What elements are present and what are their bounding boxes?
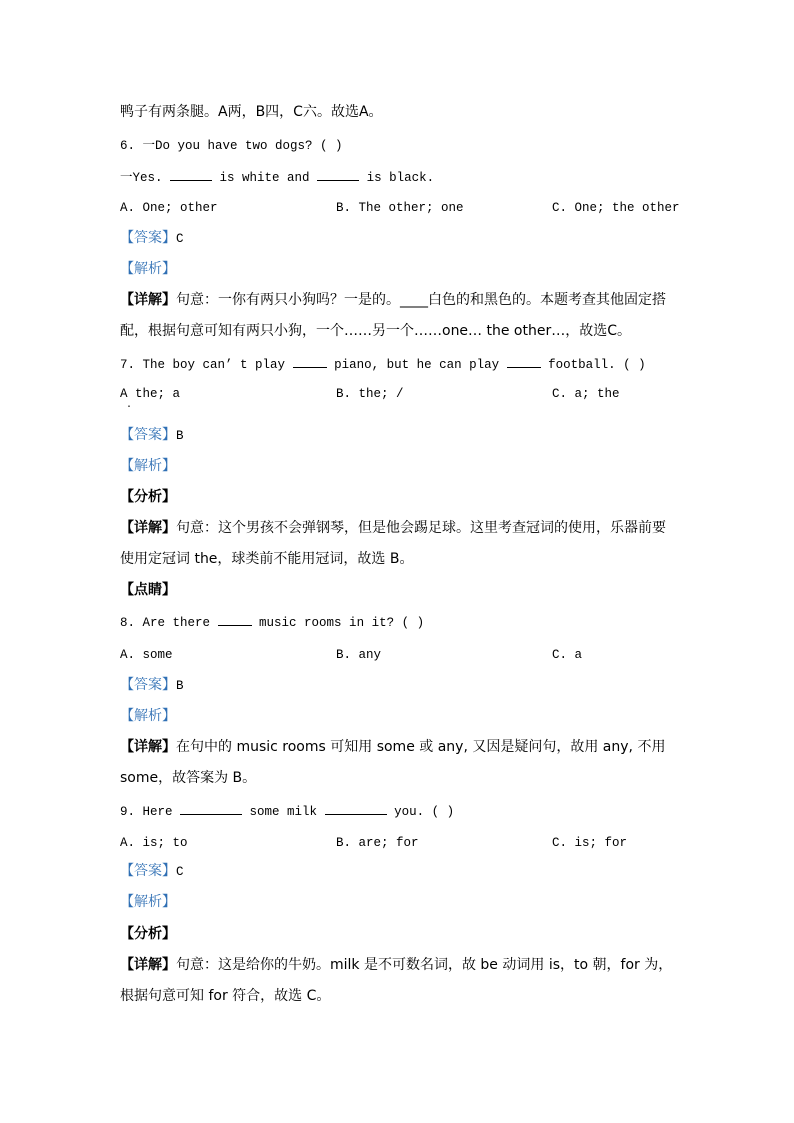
stray-dot: · <box>126 402 133 413</box>
option-b: B. are; for <box>336 836 419 850</box>
analysis-label: 【解析】 <box>120 708 176 724</box>
q9-answer: 【答案】C <box>120 863 184 879</box>
q6-question: 6. 一Do you have two dogs? ( ) <box>120 139 343 153</box>
option-b: B. any <box>336 648 382 662</box>
q6-detail-2: 配，根据句意可知有两只小狗，一个……另一个……one… the other…，故选C。 <box>120 323 631 339</box>
option-a: A. is; to <box>120 836 188 850</box>
blank <box>170 169 212 181</box>
q6-analysis <box>120 261 176 278</box>
analysis-label: 【解析】 <box>120 261 176 277</box>
q8-analysis <box>120 708 176 725</box>
answer-label: 【答案】 <box>120 677 176 693</box>
option-a: A. some <box>120 648 173 662</box>
blank <box>507 356 541 368</box>
q7-options <box>120 386 680 413</box>
option-c: C. a; the <box>552 387 620 401</box>
q9-analysis <box>120 894 176 911</box>
q8-question: 8. Are there music rooms in it? ( ) <box>120 616 425 630</box>
q7-detail-2: 使用定冠词 the，球类前不能用冠词，故选 B。 <box>120 551 414 567</box>
q7-analysis <box>120 458 176 475</box>
option-c: C. is; for <box>552 836 628 850</box>
q7-detail-1: 【详解】句意：这个男孩不会弹钢琴，但是他会踢足球。这里考查冠词的使用，乐器前要 <box>120 520 666 536</box>
blank <box>218 614 252 626</box>
q8-answer: 【答案】B <box>120 677 184 693</box>
blank <box>325 803 387 815</box>
answer-label: 【答案】 <box>120 230 176 246</box>
q6-detail-1: 【详解】句意：一你有两只小狗吗？一是的。____白色的和黑色的。本题考查其他固定搭 <box>120 292 666 308</box>
option-c: C. One; the other <box>552 201 680 215</box>
blank <box>293 356 327 368</box>
option-b: B. the; / <box>336 387 404 401</box>
analysis-label: 【解析】 <box>120 458 176 474</box>
q7-dianjing <box>120 582 176 599</box>
q7-answer: 【答案】B <box>120 427 184 443</box>
q9-fenxi <box>120 926 176 943</box>
answer-label: 【答案】 <box>120 863 176 879</box>
fenxi-label: 【分析】 <box>120 489 176 505</box>
dianjing-label: 【点睛】 <box>120 582 176 598</box>
q7-fenxi <box>120 489 176 506</box>
blank <box>180 803 242 815</box>
q8-detail-1: 【详解】在句中的 music rooms 可知用 some 或 any, 又因是疑问句，故用 any, 不用 <box>120 739 666 755</box>
intro-text: 鸭子有两条腿。A两，B四，C六。故选A。 <box>120 104 383 120</box>
detail-label: 【详解】 <box>120 739 176 755</box>
option-a: A. One; other <box>120 201 218 215</box>
analysis-label: 【解析】 <box>120 894 176 910</box>
q8-detail-2: some，故答案为 B。 <box>120 770 257 786</box>
blank <box>317 169 359 181</box>
option-c: C. a <box>552 648 583 662</box>
option-a: A the; a <box>120 387 181 401</box>
fenxi-label: 【分析】 <box>120 926 176 942</box>
q6-answer: 【答案】C <box>120 230 184 246</box>
option-b: B. The other; one <box>336 201 464 215</box>
q9-detail-1: 【详解】句意：这是给你的牛奶。milk 是不可数名词，故 be 动词用 is，to 朝，for 为， <box>120 957 673 973</box>
q9-detail-2: 根据句意可知 for 符合，故选 C。 <box>120 988 331 1004</box>
detail-label: 【详解】 <box>120 957 176 973</box>
q9-question: 9. Here some milk you. ( ) <box>120 805 455 819</box>
q6-sentence: 一Yes. is white and is black. <box>120 171 435 185</box>
detail-label: 【详解】 <box>120 292 176 308</box>
answer-label: 【答案】 <box>120 427 176 443</box>
q7-question: 7. The boy can’ t play piano, but he can play football. ( ) <box>120 358 646 372</box>
detail-label: 【详解】 <box>120 520 176 536</box>
